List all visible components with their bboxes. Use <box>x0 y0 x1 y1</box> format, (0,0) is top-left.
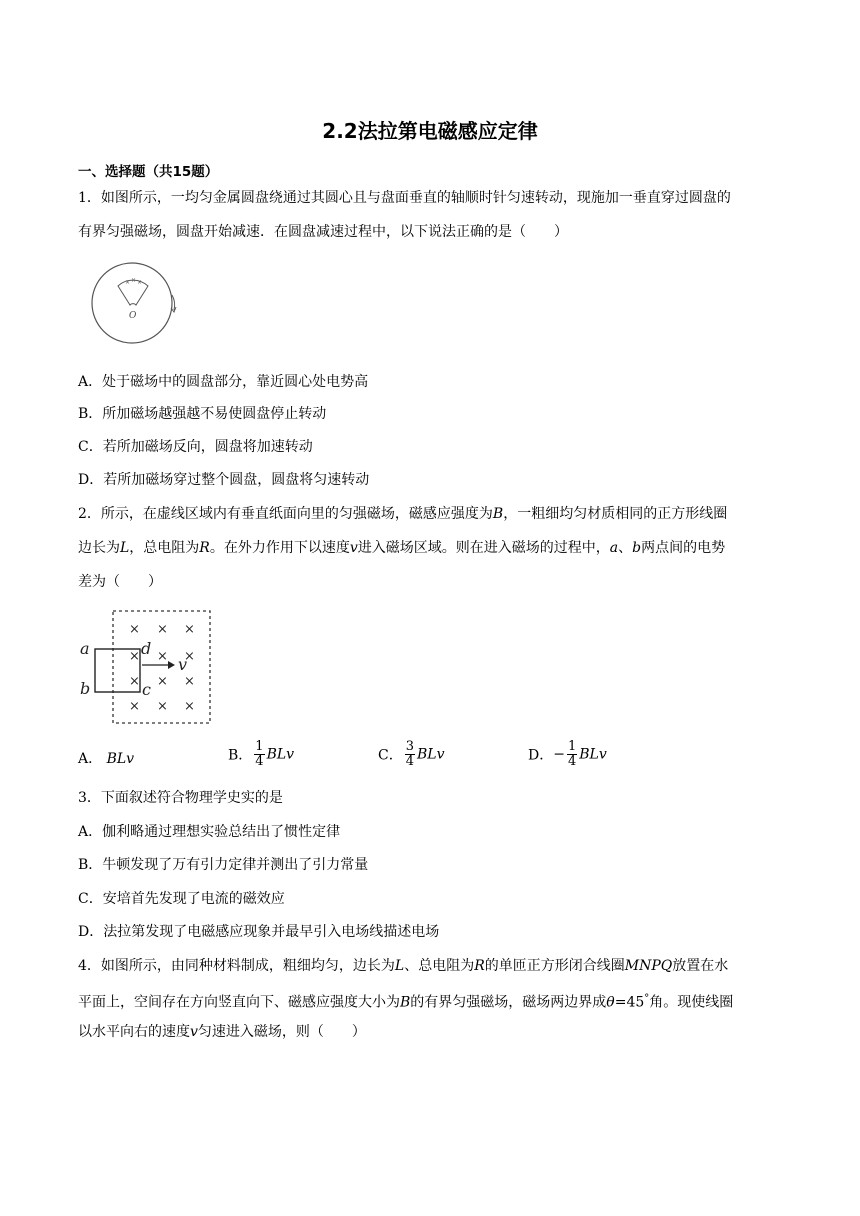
label-b: b <box>80 679 91 698</box>
q1-option-c: C．若所加磁场反向，圆盘将加速转动 <box>78 439 313 455</box>
field-cross: × <box>129 699 140 714</box>
field-cross: × <box>129 674 140 689</box>
q1-option-a: A．处于磁场中的圆盘部分，靠近圆心处电势高 <box>78 374 369 390</box>
q2-stem-line-1: 2．所示，在虚线区域内有垂直纸面向里的匀强磁场，磁感应强度为B，一粗细均匀材质相同的正方形线圈 <box>78 506 728 522</box>
q3-option-b: B．牛顿发现了万有引力定律并测出了引力常量 <box>78 857 369 873</box>
q1-disk-figure <box>78 260 188 350</box>
label-a: a <box>80 639 90 658</box>
field-dot: × <box>137 279 143 286</box>
q4-stem-line-1: 4．如图所示，由同种材料制成，粗细均匀，边长为L、总电阻为R的单匝正方形闭合线圈MNPQ放置在水 <box>78 958 729 974</box>
q2-coil-figure <box>76 608 216 726</box>
q2-option-d: D．− $\frac{1}{4}$ BLv <box>528 739 607 769</box>
field-cross: × <box>157 699 168 714</box>
q1-option-d: D．若所加磁场穿过整个圆盘，圆盘将匀速转动 <box>78 472 370 488</box>
q2-option-b: B． $\frac{1}{4}$ BLv <box>228 739 295 769</box>
q1-stem-line-1: 1．如图所示，一均匀金属圆盘绕通过其圆心且与盘面垂直的轴顺时针匀速转动，现施加一垂直穿过圆盘的 <box>78 190 731 206</box>
q4-stem-line-3: 以水平向右的速度v匀速进入磁场，则（ ） <box>78 1024 366 1040</box>
field-cross: × <box>157 649 168 664</box>
field-cross: × <box>129 622 140 637</box>
label-d: d <box>141 639 152 658</box>
field-cross: × <box>184 699 195 714</box>
field-cross: × <box>157 622 168 637</box>
label-c: c <box>142 680 151 699</box>
page-title: 2.2法拉第电磁感应定律 <box>322 119 538 143</box>
q1-stem-line-2: 有界匀强磁场，圆盘开始减速．在圆盘减速过程中，以下说法正确的是（ ） <box>78 224 568 240</box>
q4-stem-line-2: 平面上，空间存在方向竖直向下、磁感应强度大小为B的有界匀强磁场，磁场两边界成θ=45°角。现使线圈 <box>78 993 734 1011</box>
label-v: v <box>178 655 188 674</box>
section-heading: 一、选择题（共15题） <box>78 164 219 180</box>
q3-option-a: A．伽利略通过理想实验总结出了惯性定律 <box>78 824 341 840</box>
q2-option-a: A． BLv <box>78 751 135 767</box>
field-cross: × <box>129 649 140 664</box>
velocity-arrow-head <box>168 661 175 669</box>
field-dot: × <box>125 279 131 286</box>
q3-option-c: C．安培首先发现了电流的磁效应 <box>78 891 285 907</box>
q2-stem-line-2: 边长为L，总电阻为R。在外力作用下以速度v进入磁场区域。则在进入磁场的过程中，a、b两点间的电势 <box>78 540 726 556</box>
field-cross: × <box>157 674 168 689</box>
q2-option-c: C． $\frac{3}{4}$ BLv <box>378 739 445 769</box>
q3-stem: 3．下面叙述符合物理学史实的是 <box>78 790 283 806</box>
field-cross: × <box>184 622 195 637</box>
q2-stem-line-3: 差为（ ） <box>78 574 162 590</box>
disk-circle <box>92 263 172 343</box>
center-label: O <box>129 311 137 321</box>
field-cross: × <box>184 674 195 689</box>
q1-option-b: B．所加磁场越强越不易使圆盘停止转动 <box>78 406 327 422</box>
field-dot: × <box>131 277 137 284</box>
q3-option-d: D．法拉第发现了电磁感应现象并最早引入电场线描述电场 <box>78 924 440 940</box>
field-cross: × <box>184 649 195 664</box>
